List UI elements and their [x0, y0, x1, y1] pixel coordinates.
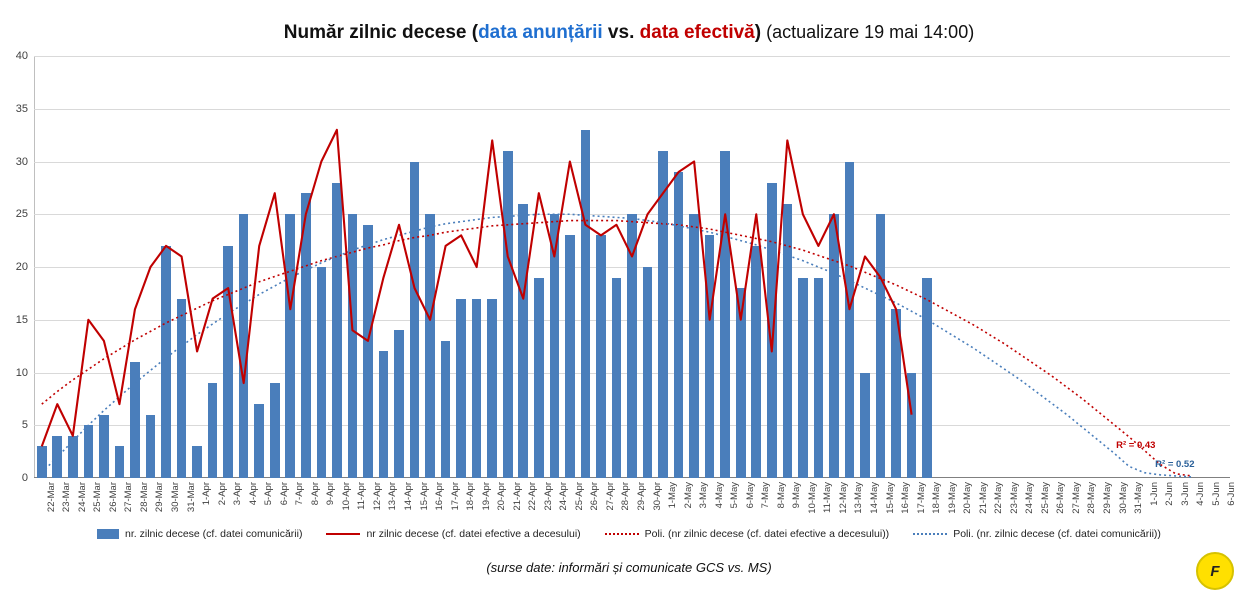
y-tick-label: 10: [15, 366, 28, 379]
legend-label-trend-blue: Poli. (nr. zilnic decese (cf. datei comunicării)): [953, 528, 1161, 540]
x-tick-label: 3-Jun: [1179, 482, 1191, 506]
y-tick-label: 25: [15, 208, 28, 221]
x-tick-label: 12-Apr: [371, 482, 383, 511]
x-tick-label: 27-May: [1070, 482, 1082, 514]
x-tick-label: 9-May: [791, 482, 803, 509]
title-part1: Număr zilnic decese (: [283, 22, 479, 43]
x-tick-label: 3-Apr: [232, 482, 244, 506]
x-tick-label: 23-May: [1008, 482, 1020, 514]
x-tick-label: 21-May: [977, 482, 989, 514]
trendline: [42, 214, 1191, 477]
x-tick-label: 9-Apr: [325, 482, 337, 506]
x-tick-label: 10-May: [806, 482, 818, 514]
legend-item-bars: [97, 528, 302, 540]
x-tick-label: 1-May: [667, 482, 679, 509]
x-tick-label: 3-May: [698, 482, 710, 509]
x-tick-label: 28-May: [1086, 482, 1098, 514]
x-tick-label: 14-Apr: [403, 482, 414, 511]
title-update: (actualizare 19 mai 14:00): [761, 22, 975, 42]
x-tick-label: 30-May: [1117, 482, 1129, 514]
x-tick-label: 27-Apr: [604, 482, 616, 511]
watermark-badge: F: [1196, 552, 1234, 590]
x-tick-label: 8-Apr: [309, 482, 321, 506]
x-tick-label: 31-Mar: [185, 482, 197, 513]
x-tick-label: 20-May: [962, 482, 974, 514]
x-tick-label: 31-May: [1133, 482, 1145, 514]
x-tick-label: 10-Apr: [340, 482, 352, 511]
x-tick-label: 18-Apr: [465, 482, 477, 511]
x-tick-label: 28-Mar: [138, 482, 150, 513]
y-tick-label: 0: [21, 472, 28, 484]
x-tick-label: 2-May: [682, 482, 694, 509]
x-tick-label: 5-May: [729, 482, 741, 509]
x-tick-label: 2-Apr: [216, 482, 228, 506]
y-tick-label: 5: [21, 419, 28, 432]
x-tick-label: 26-Mar: [107, 482, 119, 513]
title-red: data efectivă: [639, 22, 755, 43]
x-tick-label: 27-Mar: [123, 482, 135, 513]
legend-swatch-bar-icon: [97, 529, 119, 539]
legend-swatch-line-icon: [326, 533, 360, 535]
x-tick-label: 30-Apr: [651, 482, 663, 511]
x-tick-label: 7-Apr: [294, 482, 306, 506]
x-tick-label: 25-May: [1039, 482, 1051, 514]
x-tick-label: 4-Jun: [1195, 482, 1207, 506]
x-tick-label: 8-May: [775, 482, 787, 509]
legend-swatch-dotted-blue-icon: [913, 533, 947, 535]
r2-blue-annotation: R² = 0.52: [1155, 459, 1195, 471]
x-tick-label: 6-May: [744, 482, 756, 509]
x-tick-label: 5-Jun: [1210, 482, 1222, 506]
x-tick-label: 6-Jun: [1226, 482, 1238, 506]
x-tick-label: 20-Apr: [496, 482, 508, 511]
legend-item-trend-blue: [913, 528, 1161, 540]
x-tick-label: 1-Jun: [1148, 482, 1160, 506]
x-tick-label: 12-May: [837, 482, 849, 514]
x-tick-label: 17-Apr: [449, 482, 461, 511]
x-tick-label: 7-May: [760, 482, 772, 509]
title-part2: ): [754, 22, 762, 43]
line-series: [34, 56, 1230, 478]
x-tick-label: 13-Apr: [387, 482, 399, 511]
x-tick-label: 5-Apr: [263, 482, 275, 506]
source-note: (surse date: informări și comunicate GCS vs. MS): [486, 560, 772, 575]
page-title: [0, 22, 1258, 44]
x-tick-label: 23-Mar: [61, 482, 73, 513]
title-blue: data anunțării: [478, 22, 603, 43]
plot-area: [34, 56, 1230, 478]
r2-red-annotation: R² = 0.43: [1116, 440, 1156, 452]
x-tick-label: 19-Apr: [480, 482, 492, 511]
x-tick-label: 24-Apr: [558, 482, 570, 511]
x-tick-label: 22-May: [993, 482, 1005, 514]
y-tick-label: 40: [15, 50, 28, 62]
y-tick-label: 20: [15, 261, 28, 273]
x-tick-label: 18-May: [931, 482, 943, 514]
legend-label-line: nr zilnic decese (cf. datei efective a decesului): [366, 528, 581, 540]
x-tick-label: 26-Apr: [589, 482, 601, 511]
chart-legend: [0, 528, 1258, 540]
legend-item-line: [326, 528, 580, 540]
x-tick-label: 13-May: [853, 482, 865, 514]
x-tick-label: 21-Apr: [511, 482, 523, 511]
x-tick-label: 15-May: [884, 482, 896, 514]
x-tick-label: 30-Mar: [170, 482, 182, 513]
x-tick-label: 14-May: [868, 482, 880, 514]
x-tick-label: 11-Apr: [356, 482, 368, 510]
legend-swatch-dotted-red-icon: [605, 533, 639, 535]
x-tick-label: 23-Apr: [542, 482, 554, 511]
x-tick-label: 2-Jun: [1164, 482, 1176, 506]
x-tick-label: 25-Apr: [573, 482, 585, 511]
x-tick-label: 22-Apr: [527, 482, 539, 511]
y-tick-label: 30: [15, 155, 28, 168]
x-tick-label: 4-May: [713, 482, 725, 509]
x-tick-label: 6-Apr: [278, 482, 290, 506]
x-tick-label: 11-May: [822, 482, 834, 513]
x-tick-label: 29-Apr: [636, 482, 647, 511]
x-tick-label: 24-Mar: [76, 482, 88, 513]
legend-label-bars: nr. zilnic decese (cf. datei comunicării): [125, 528, 303, 540]
x-tick-label: 29-May: [1101, 482, 1113, 514]
x-tick-label: 1-Apr: [201, 482, 213, 506]
x-tick-label: 16-May: [900, 482, 912, 514]
x-tick-label: 28-Apr: [620, 482, 632, 511]
x-tick-label: 4-Apr: [247, 482, 259, 506]
y-tick-label: 35: [15, 102, 28, 115]
x-tick-label: 29-Mar: [154, 482, 166, 513]
legend-item-trend-red: [605, 528, 890, 540]
x-tick-label: 19-May: [946, 482, 958, 514]
legend-label-trend-red: Poli. (nr zilnic decese (cf. datei efective a decesului)): [644, 528, 890, 540]
x-tick-label: 26-May: [1055, 482, 1067, 514]
title-mid: vs.: [602, 22, 640, 43]
x-tick-label: 15-Apr: [418, 482, 430, 511]
x-tick-label: 24-May: [1024, 482, 1036, 514]
x-tick-label: 22-Mar: [45, 482, 57, 513]
series-line: [42, 130, 912, 447]
x-tick-label: 16-Apr: [434, 482, 446, 511]
y-tick-label: 15: [15, 313, 28, 326]
x-tick-label: 25-Mar: [92, 482, 104, 513]
x-tick-label: 17-May: [915, 482, 927, 514]
trendline: [42, 221, 1191, 476]
